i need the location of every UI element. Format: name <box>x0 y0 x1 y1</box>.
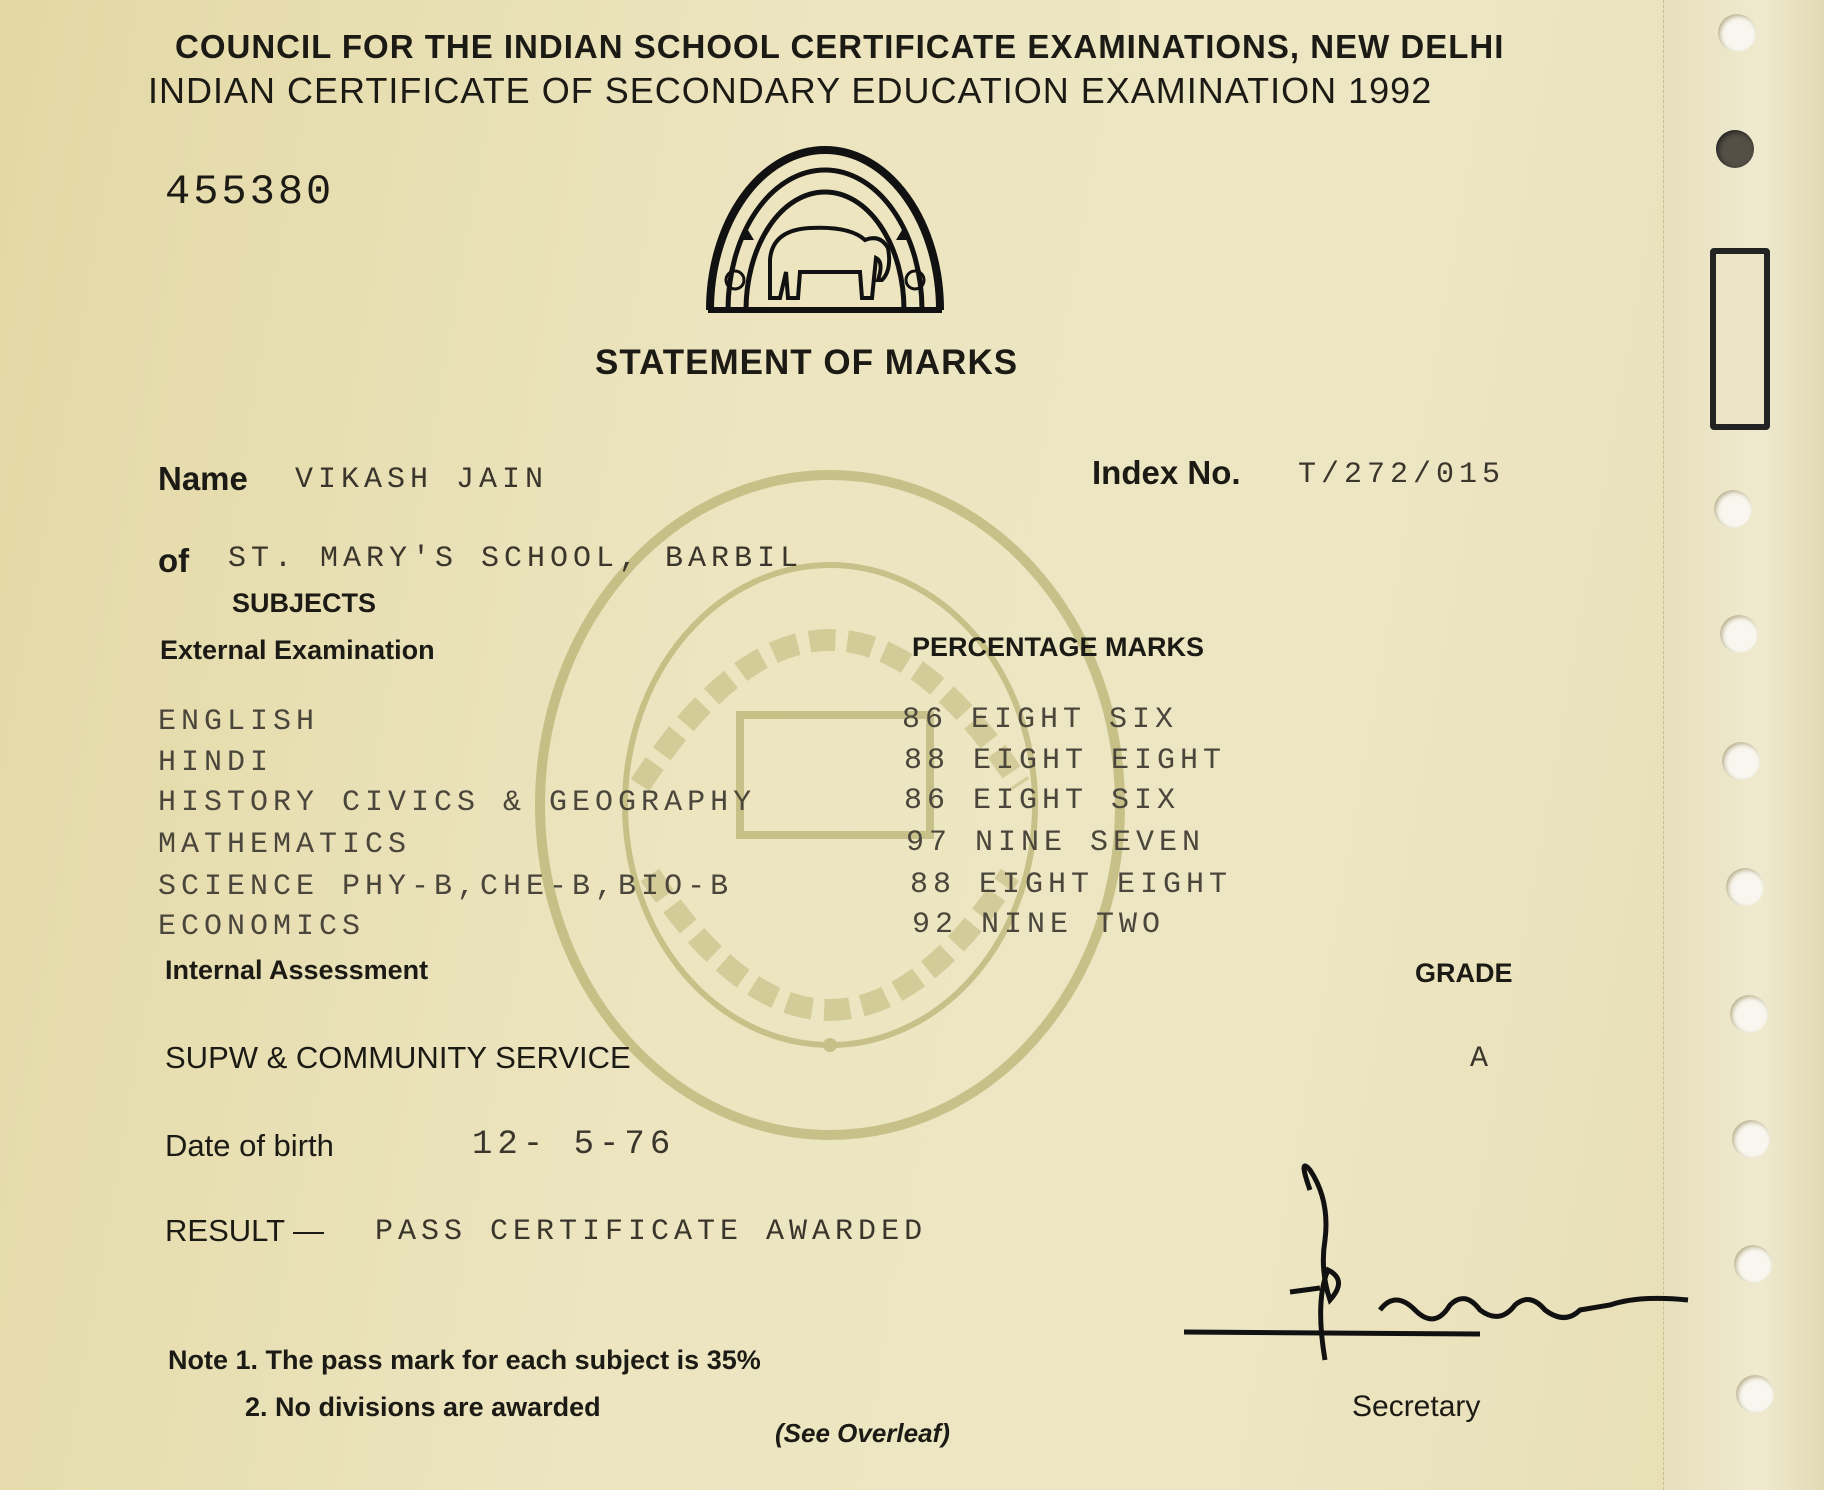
feed-hole <box>1726 868 1764 906</box>
see-overleaf: (See Overleaf) <box>775 1418 950 1448</box>
of-label: of <box>158 542 190 579</box>
index-label: Index No. <box>1092 454 1241 491</box>
subject-marks: 86 EIGHT SIX <box>902 703 1179 737</box>
grade-label: GRADE <box>1415 958 1513 988</box>
feed-hole <box>1734 1245 1772 1283</box>
feed-hole <box>1736 1375 1774 1413</box>
binder-clip <box>1710 248 1770 430</box>
internal-subject: SUPW & COMMUNITY SERVICE <box>165 1040 631 1075</box>
external-exam-label: External Examination <box>160 635 435 665</box>
feed-hole <box>1730 995 1768 1033</box>
subject-marks: 88 EIGHT EIGHT <box>910 868 1233 902</box>
candidate-name: VIKASH JAIN <box>295 463 549 497</box>
internal-grade: A <box>1470 1042 1494 1076</box>
subject-name: HISTORY CIVICS & GEOGRAPHY <box>158 786 757 820</box>
subject-marks: 97 NINE SEVEN <box>906 826 1206 860</box>
feed-hole <box>1714 490 1752 528</box>
percentage-marks-heading: PERCENTAGE MARKS <box>912 632 1205 662</box>
subject-marks: 86 EIGHT SIX <box>904 784 1181 818</box>
subject-marks: 88 EIGHT EIGHT <box>904 744 1227 778</box>
result-label: RESULT — <box>165 1213 325 1248</box>
name-label: Name <box>158 460 248 497</box>
dob-value: 12- 5-76 <box>472 1126 676 1164</box>
subject-name: HINDI <box>158 746 274 780</box>
note-2: 2. No divisions are awarded <box>245 1392 601 1422</box>
feed-hole <box>1716 130 1754 168</box>
subject-name: ENGLISH <box>158 705 320 739</box>
subject-name: SCIENCE PHY-B,CHE-B,BIO-B <box>158 870 734 904</box>
council-elephant-logo <box>700 130 950 315</box>
note-1: Note 1. The pass mark for each subject is 35% <box>168 1345 761 1375</box>
subject-name: ECONOMICS <box>158 910 366 944</box>
school-name: ST. MARY'S SCHOOL, BARBIL <box>228 542 804 576</box>
subjects-heading: SUBJECTS <box>232 588 377 618</box>
index-number: T/272/015 <box>1298 458 1506 492</box>
feed-hole <box>1722 742 1760 780</box>
result-value: PASS CERTIFICATE AWARDED <box>375 1215 928 1249</box>
feed-hole <box>1718 14 1756 52</box>
subject-marks: 92 NINE TWO <box>912 908 1166 942</box>
signatory-title: Secretary <box>1352 1390 1481 1423</box>
subject-name: MATHEMATICS <box>158 828 412 862</box>
internal-assessment-label: Internal Assessment <box>165 955 429 985</box>
feed-hole <box>1732 1120 1770 1158</box>
feed-hole <box>1720 615 1758 653</box>
exam-title: INDIAN CERTIFICATE OF SECONDARY EDUCATION EXAMINATION 1992 <box>148 70 1433 111</box>
council-name: COUNCIL FOR THE INDIAN SCHOOL CERTIFICATE EXAMINATIONS, NEW DELHI <box>175 28 1505 65</box>
secretary-signature <box>1180 1160 1700 1410</box>
document-title: STATEMENT OF MARKS <box>595 343 1019 382</box>
dob-label: Date of birth <box>165 1128 334 1163</box>
serial-number: 455380 <box>165 168 335 216</box>
